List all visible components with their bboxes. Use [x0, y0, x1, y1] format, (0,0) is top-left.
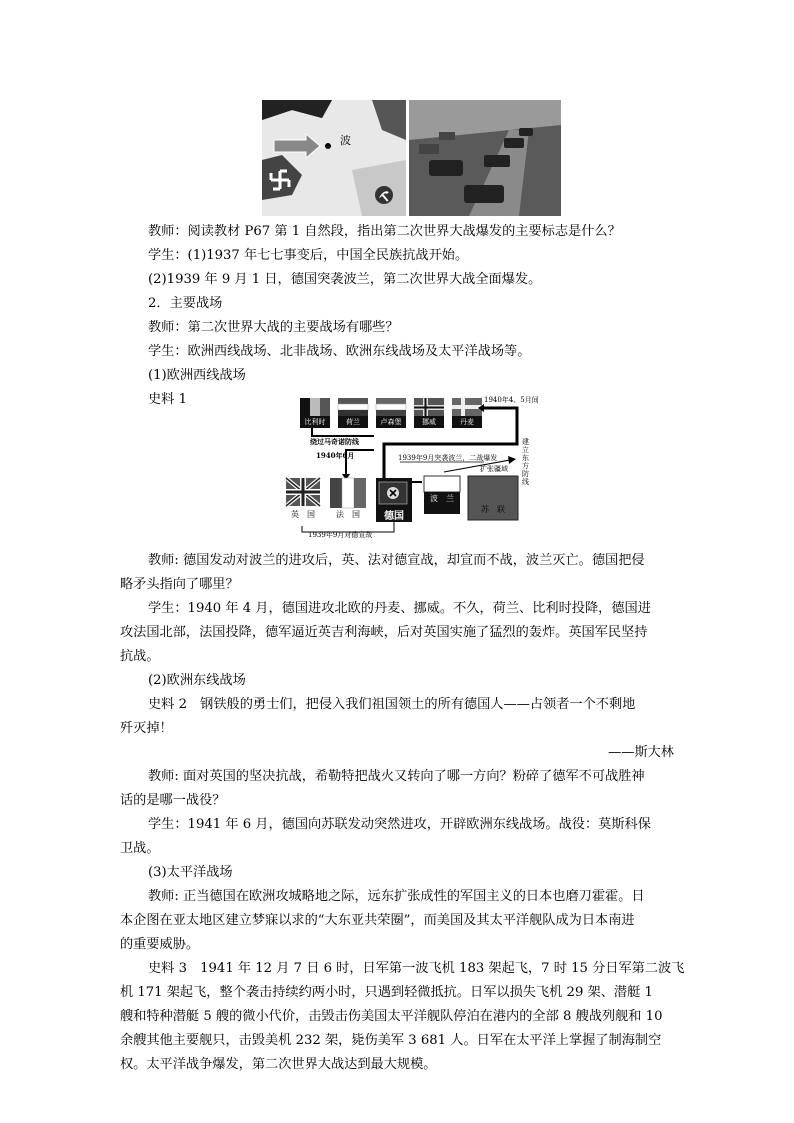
flag-netherlands [338, 398, 368, 416]
flag-denmark [452, 398, 482, 416]
source-3-line5: 权。太平洋战争爆发，第二次世界大战达到最大规模。 [120, 1057, 437, 1072]
teacher-question-3: 教师: 德国发动对波兰的进攻后，英、法对德宣战，却宣而不战，波兰灭亡。德国把侵 [148, 553, 645, 568]
diagram-label-france: 法 国 [336, 510, 360, 519]
subheading-eastern-front: (2)欧洲东线战场 [148, 673, 246, 688]
diagram-east-front: 建立东方防线 [522, 438, 529, 486]
diagram-country-norway: 挪威 [422, 418, 436, 426]
student-answer-2: (2)1939 年 9 月 1 日，德国突袭波兰，第二次世界大战全面爆发。 [148, 272, 542, 287]
student-answer-4-cont2: 抗战。 [120, 649, 160, 664]
teacher-question-2: 教师：第二次世界大战的主要战场有哪些？ [148, 320, 399, 335]
flag-france [330, 478, 366, 508]
source-2-quote: 史料 2 钢铁般的勇士们，把侵入我们祖国领土的所有德国人——占领者一个不剩地 [148, 697, 636, 712]
diagram-country-luxembourg: 卢森堡 [380, 418, 402, 426]
flag-norway [414, 398, 444, 416]
diagram-country-belgium: 比利时 [304, 418, 326, 426]
teacher-statement-pacific-cont2: 的重要威胁。 [120, 937, 200, 952]
diagram-label-soviet: 苏 联 [481, 505, 505, 514]
subheading-pacific-front: (3)太平洋战场 [148, 865, 233, 880]
flag-luxembourg [376, 398, 406, 416]
map-label: 波 [340, 134, 351, 147]
invasion-map-image [262, 100, 406, 216]
diagram-declare-label: 1939年9月对德宣战 [308, 531, 373, 539]
source-3-line2: 机 171 架起飞，整个袭击持续约两小时，只遇到轻微抵抗。日军以损失飞机 29 架、潜艇 1 [120, 985, 653, 1000]
diagram-bypass-date: 1940年6月 [316, 451, 355, 460]
section-heading-main-battlefields: 2．主要战场 [148, 296, 223, 311]
student-answer-5: 学生：1941 年 6 月，德国向苏联发动突然进攻，开辟欧洲东线战场。战役：莫斯科保 [148, 817, 651, 832]
teacher-question-1: 教师：阅读教材 P67 第 1 自然段，指出第二次世界大战爆发的主要标志是什么？ [148, 224, 621, 239]
diagram-country-denmark: 丹麦 [460, 418, 474, 426]
source-3-line1: 史料 3 1941 年 12 月 7 日 6 时，日军第一波飞机 183 架起飞，7 时 15 分日军第二波飞 [148, 961, 685, 976]
teacher-statement-pacific: 教师: 正当德国在欧洲攻城略地之际，远东扩张成性的军国主义的日本也磨刀霍霍。日 [148, 889, 645, 904]
diagram-bypass-label: 绕过马奇诺防线 [310, 437, 359, 446]
source-3-line3: 艘和特种潜艇 5 艘的微小代价，击毁击伤美国太平洋舰队停泊在港内的全部 8 艘战列舰和 10 [120, 1009, 663, 1024]
source-2-quote-cont: 歼灭掉！ [120, 721, 173, 736]
student-answer-4: 学生：1940 年 4 月，德国进攻北欧的丹麦、挪威。不久，荷兰、比利时投降，德国进 [148, 601, 651, 616]
diagram-label-germany: 德国 [384, 511, 404, 522]
tank-column-photo [409, 100, 561, 216]
diagram-date-top: 1940年4、5月间 [484, 396, 539, 404]
flag-uk [286, 478, 320, 506]
source-3-line4: 余艘其他主要舰只，击毁美机 232 架，毙伤美军 3 681 人。日军在太平洋上掌握了制海制空 [120, 1033, 662, 1048]
student-answer-5-cont: 卫战。 [120, 841, 160, 856]
diagram-label-poland: 波 兰 [430, 494, 454, 503]
student-answer-4-cont1: 攻法国北部，法国投降，德军逼近英吉利海峡，后对英国实施了猛烈的轰炸。英国军民坚持 [120, 625, 648, 640]
teacher-statement-pacific-cont1: 本企图在亚太地区建立梦寐以求的“大东亚共荣圈”，而美国及其太平洋舰队成为日本南进 [120, 913, 635, 928]
source-2-attribution: ——斯大林 [608, 745, 674, 760]
teacher-question-4: 教师: 面对英国的坚决抗战，希勒特把战火又转向了哪一方向？粉碎了德军不可战胜神 [148, 769, 645, 784]
diagram-expand-label: 扩张疆域 [480, 465, 508, 473]
teacher-question-3-cont: 略矛头指向了哪里？ [120, 577, 239, 592]
source-label-1: 史料 1 [148, 392, 187, 407]
flag-belgium [300, 398, 330, 416]
diagram-label-uk: 英 国 [291, 510, 315, 519]
diagram-country-netherlands: 荷兰 [346, 418, 360, 426]
teacher-question-4-cont: 话的是哪一战役？ [120, 793, 226, 808]
subheading-western-front: (1)欧洲西线战场 [148, 368, 246, 383]
student-answer-1: 学生：(1)1937 年七七事变后，中国全民族抗战开始。 [148, 248, 469, 263]
western-front-diagram [284, 390, 544, 538]
diagram-poland-attack: 1939年9月突袭波兰，二战爆发 [398, 454, 498, 462]
student-answer-3: 学生：欧洲西线战场、北非战场、欧洲东线战场及太平洋战场等。 [148, 344, 531, 359]
